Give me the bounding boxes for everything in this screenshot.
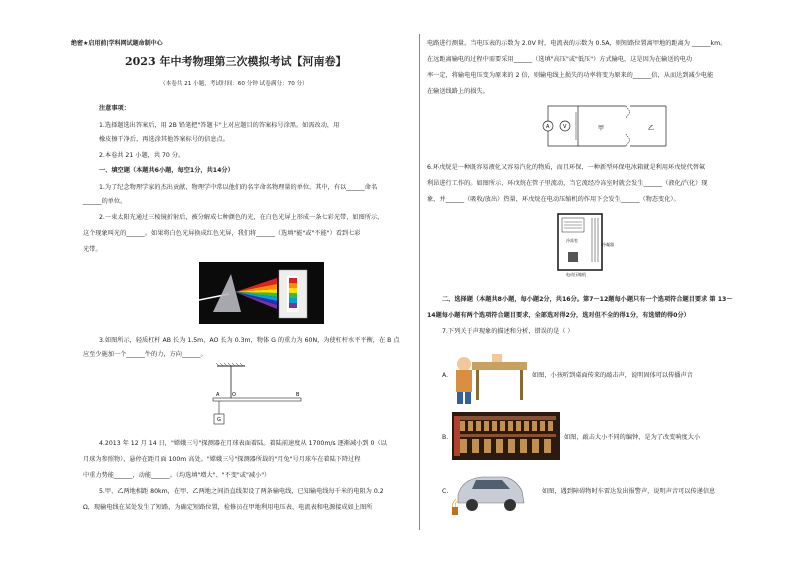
lever-label-g: G bbox=[217, 417, 221, 423]
note-1-line-1: 1.选择题选出答案后，用 2B 铅笔把"答题卡"上对应题目的答案标号涂黑。如需改动，用 bbox=[99, 122, 340, 129]
q5-line-2: Ω，现输电线在某处发生了短路，为确定短路位置，检修员在甲地利用电压表、电流表和电源接成如上图所 bbox=[83, 504, 373, 511]
page-title: 2023 年中考物理第三次模拟考试【河南卷】 bbox=[125, 55, 347, 68]
lever-label-o: O bbox=[232, 392, 236, 398]
q7-stem: 7.下列关于声现象的描述和分析，错误的是（ ） bbox=[442, 328, 574, 335]
circuit-figure bbox=[540, 102, 670, 150]
option-a-text: 如图，小孩听到桌面传来的敲击声，说明固体可以传播声音 bbox=[532, 372, 693, 379]
lever-label-b: B bbox=[296, 392, 300, 398]
q2-line-2: 这个现象叫光的______。如果将白色光屏换成红色光屏，我们将______（选填"能"或"不能"）看到七彩 bbox=[83, 230, 361, 237]
note-1-line-2: 橡皮擦干净后，再选涂其他答案标号的信息点。 bbox=[99, 136, 229, 143]
column-divider bbox=[419, 34, 420, 530]
option-c-letter[interactable]: C. bbox=[442, 488, 449, 495]
label-jia: 甲 bbox=[598, 125, 605, 132]
q4-line-1: 4.2013 年 12 月 14 日，"嫦娥三号"探测器在月球表面着陆。着陆前速度从 1700m/s 逐渐减小到 0（以 bbox=[99, 440, 387, 447]
q3-line-1: 3.如图所示，轻质杠杆 AB 长为 1.5m，AO 长为 0.3m，物体 G 的重力为 60N，为使杠杆水平平衡，在 B 点 bbox=[99, 337, 400, 344]
prism-figure bbox=[199, 262, 324, 324]
option-c-image bbox=[452, 465, 532, 517]
q6-line-1: 6.环戊烷是一种既容易液化又容易汽化的物质，而且环保，一种新型环保电冰箱就是利用环戊烷代替氟 bbox=[427, 164, 706, 171]
option-a-letter[interactable]: A. bbox=[442, 372, 449, 379]
option-b-letter[interactable]: B. bbox=[442, 434, 449, 441]
voltmeter-icon: V bbox=[563, 124, 567, 130]
q2-line-1: 2.一束太阳光通过三棱镜折射后，被分解成七种颜色的光，在白色光屏上形成一条七彩光带，如图所示， bbox=[99, 214, 384, 221]
notes-heading: 注意事项： bbox=[99, 105, 130, 112]
q2-line-3: 光带。 bbox=[83, 246, 102, 253]
q3-line-2: 应至少施加一个______牛的力，方向______。 bbox=[83, 351, 207, 358]
section-1-heading: 一、填空题（本题共6小题，每空1分，共14分） bbox=[99, 167, 234, 174]
q5-line-3: 电路进行测量。当电压表的示数为 2.0V 时，电流表的示数为 0.5A，则短路位置离甲地的距离为 ______km。 bbox=[427, 40, 727, 47]
q1-line-1: 1.为了纪念物理学家的杰出贡献，物理学中常以他们的名字命名物理量的单位。其中，有以______命名 bbox=[99, 184, 378, 191]
ammeter-icon: A bbox=[546, 124, 550, 130]
option-b-text: 如图，敲击大小不同的编钟，是为了改变响度大小 bbox=[564, 434, 701, 441]
q5-line-6: 在输送线路上的损失。 bbox=[427, 88, 489, 95]
q5-line-5: 率一定，将输电电压变为原来的 2 倍，则输电线上损失的功率将变为原来的______倍，从而达到减少电能 bbox=[427, 72, 714, 79]
fridge-label-freezer: 冷冻室 bbox=[566, 238, 578, 243]
lever-figure bbox=[205, 362, 305, 432]
q6-line-2: 利昂进行工作的。如图所示，环戊烷在管子里流动，当它流经冷冻室时就会发生______（液化/汽化）现 bbox=[427, 180, 708, 187]
fridge-label-condenser: 冷凝器 bbox=[602, 242, 614, 247]
right-column bbox=[422, 0, 794, 562]
q5-line-1: 5.甲、乙两地相距 80km，在甲、乙两地之间沿直线架设了两条输电线，已知输电线每千米的电阻为 0.2 bbox=[99, 488, 384, 495]
q5-line-4: 在远距离输电的过程中需要采用______（选填"高压"或"低压"）方式输电，这是因为在输送的电功 bbox=[427, 56, 693, 63]
option-c-text: 如图，遇到障碍物时车雷达发出报警声，说明声音可以传递信息 bbox=[542, 488, 716, 495]
watermark-text: 绝密★启用前|学科网试题命制中心 bbox=[71, 40, 163, 47]
label-yi: 乙 bbox=[648, 125, 655, 132]
section-2-line-2: 14题每小题有两个选项符合题目要求，全部选对得2分，选对但不全的得1分，有选错的得0分） bbox=[427, 312, 690, 319]
section-2-line-1: 二、选择题（本题共8小题，每小题2分，共16分。第7～12题每小题只有一个选项符合题目要求 第 13～ bbox=[442, 296, 733, 303]
note-2: 2.本卷共 21 小题，共 70 分。 bbox=[99, 152, 185, 159]
q6-line-3: 象，并______（吸收/放出）热量，环戊烷在电动压缩机的作用下会发生______（物态变化）。 bbox=[427, 196, 680, 203]
option-b-image bbox=[452, 412, 560, 460]
q4-line-2: 月球为参照物），悬停在距月面 100m 高处。"嫦娥三号"探测器所载的"月兔"号月球车在着陆下降过程 bbox=[83, 456, 361, 463]
q4-line-3: 中重力势能______，动能______。（均选填"增大"、"不变"或"减小"） bbox=[83, 472, 271, 479]
page-subtitle: （本卷共 21 小题，考试时间：60 分钟 试卷满分：70 分） bbox=[160, 81, 308, 87]
fridge-label-compressor: 电动压缩机 bbox=[566, 272, 586, 277]
option-a-image bbox=[452, 342, 532, 406]
fridge-figure bbox=[552, 212, 622, 280]
q1-line-2: ______的单位。 bbox=[83, 198, 127, 205]
lever-label-a: A bbox=[216, 392, 220, 398]
